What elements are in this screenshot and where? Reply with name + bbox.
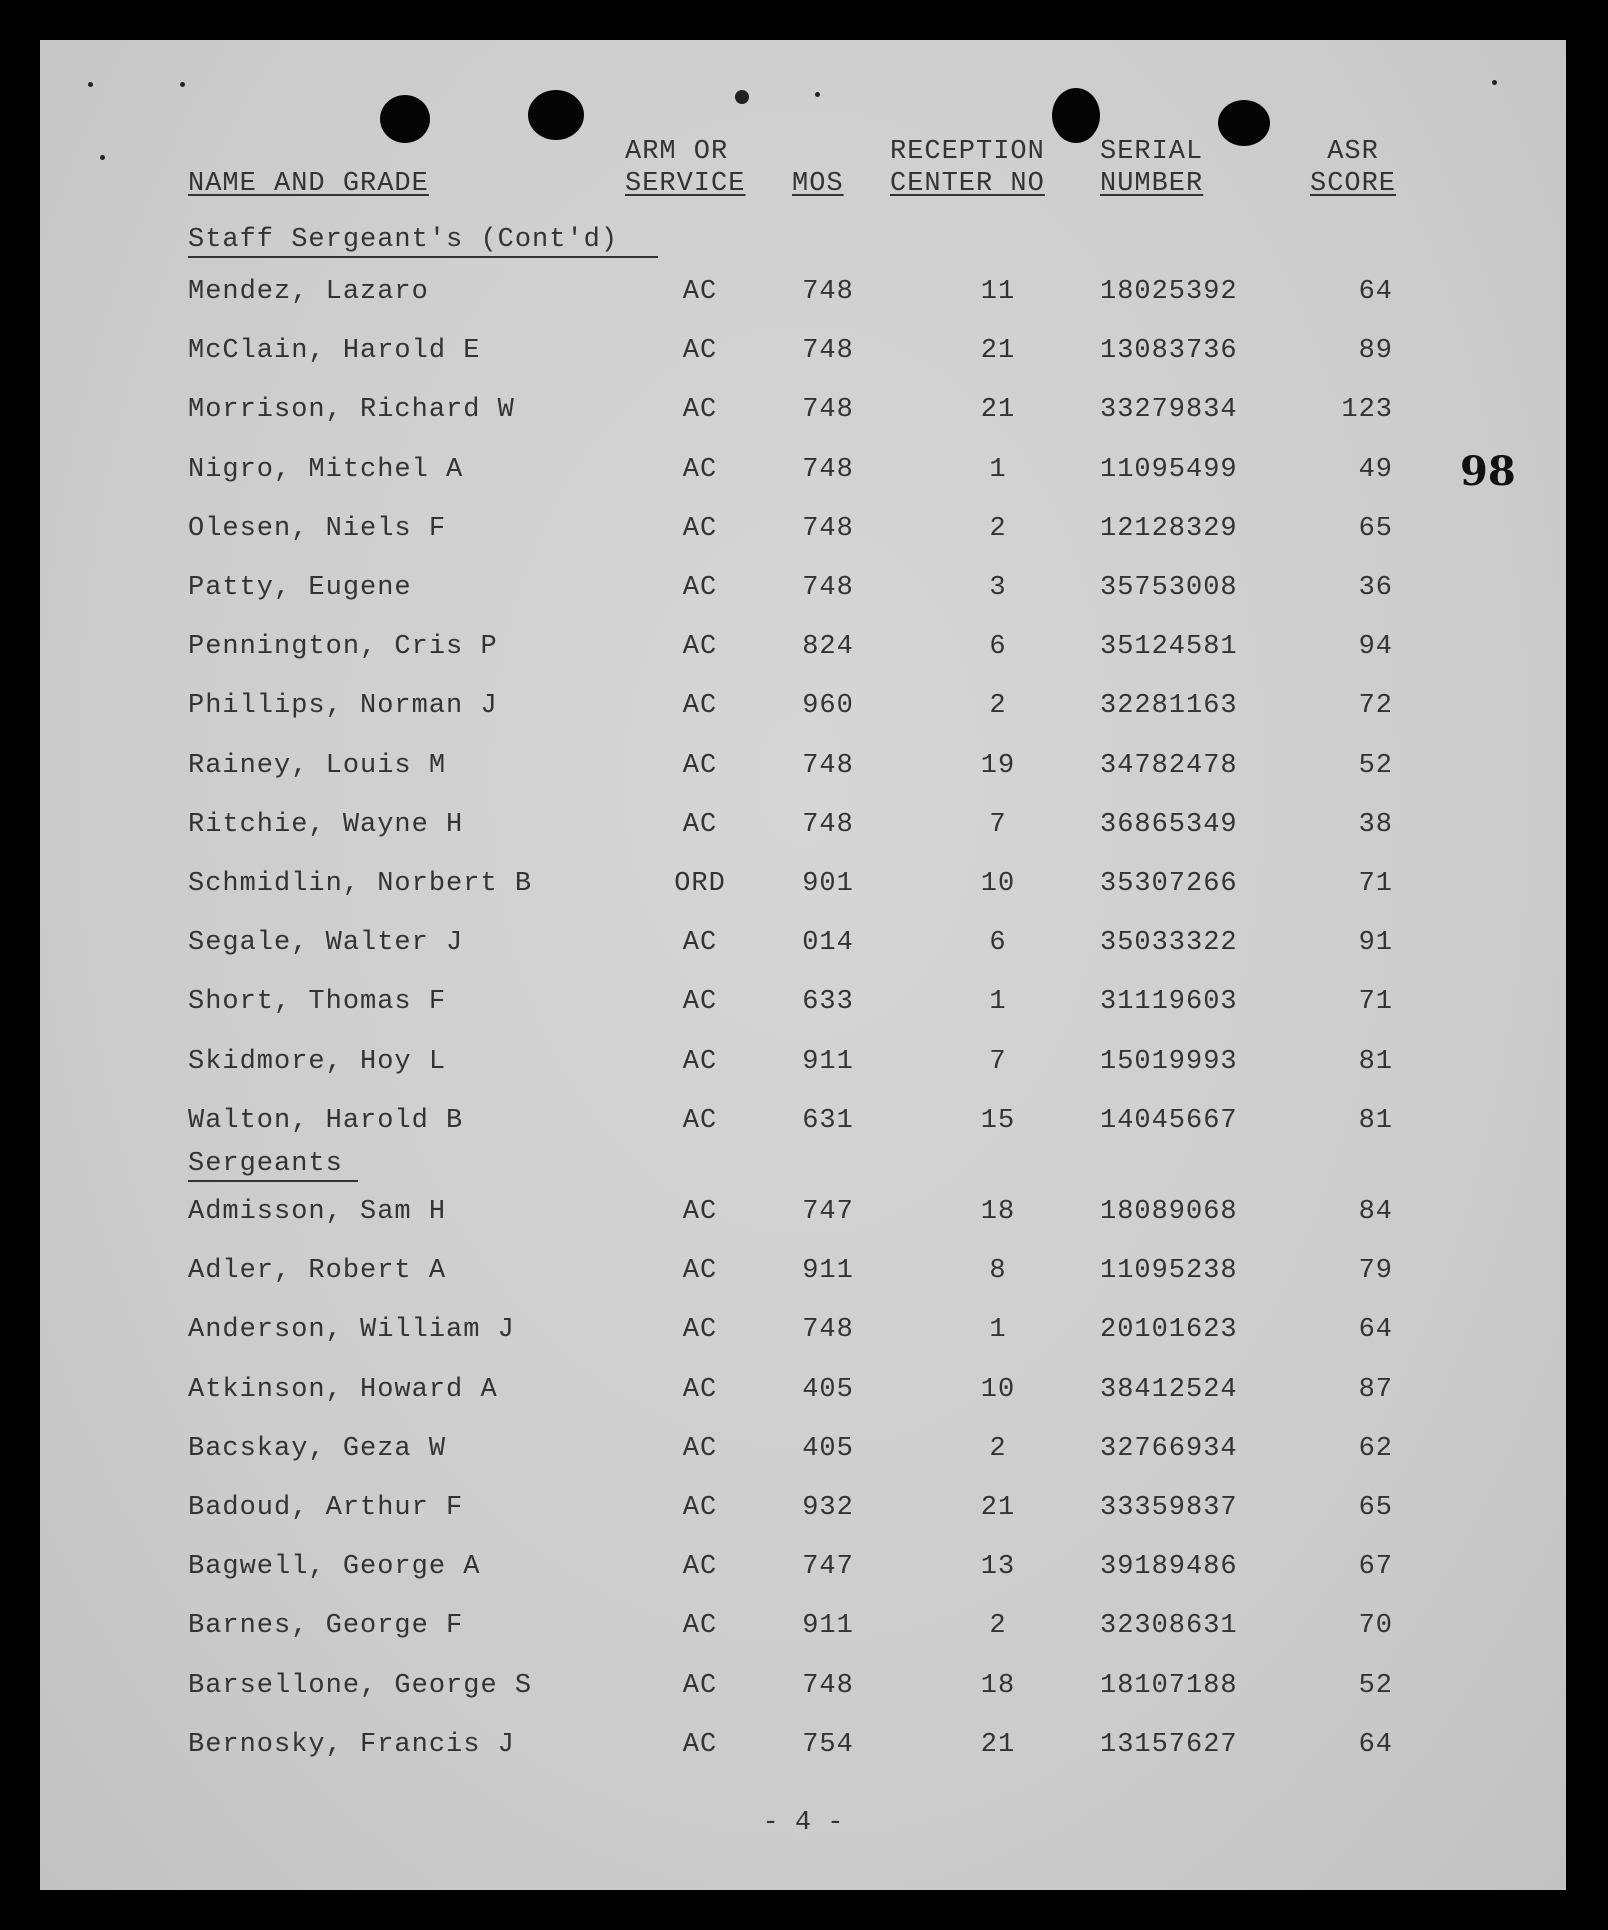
- mos-cell: 405: [802, 1374, 854, 1405]
- name-cell: Ritchie, Wayne H: [188, 809, 464, 840]
- ink-speck: [180, 82, 185, 87]
- ink-speck: [88, 82, 93, 87]
- mos-cell: 932: [802, 1493, 854, 1523]
- ink-speck: [735, 90, 749, 104]
- table-row: [40, 1429, 1566, 1469]
- table-row: [40, 450, 1566, 490]
- serial-number-cell: 35033322: [1100, 928, 1238, 959]
- reception-center-cell: 2: [989, 691, 1007, 722]
- name-cell: Admisson, Sam H: [188, 1197, 447, 1227]
- name-cell: Morrison, Richard W: [188, 395, 515, 426]
- asr-score-cell: 65: [1358, 1493, 1393, 1523]
- asr-score-cell: 81: [1358, 1105, 1393, 1136]
- mos-cell: 748: [802, 454, 854, 485]
- arm-service-cell: AC: [682, 809, 718, 840]
- arm-service-cell: AC: [682, 1611, 718, 1642]
- document-page: [40, 40, 1566, 1890]
- asr-score-cell: 64: [1358, 1315, 1393, 1346]
- arm-service-cell: AC: [682, 1670, 718, 1701]
- asr-score-cell: 87: [1358, 1374, 1393, 1405]
- serial-number-cell: 20101623: [1100, 1315, 1238, 1346]
- table-row: [40, 509, 1566, 549]
- reception-center-cell: 15: [980, 1105, 1016, 1136]
- arm-service-cell: AC: [682, 336, 718, 367]
- name-cell: Pennington, Cris P: [188, 632, 498, 663]
- serial-number-cell: 34782478: [1100, 750, 1238, 781]
- punch-hole-1: [380, 95, 430, 143]
- table-row: [40, 686, 1566, 726]
- reception-center-cell: 7: [989, 1046, 1007, 1077]
- arm-service-cell: AC: [682, 573, 718, 603]
- name-cell: Bacskay, Geza W: [188, 1433, 447, 1464]
- name-cell: Mendez, Lazaro: [188, 277, 429, 307]
- header-reception-center: RECEPTION CENTER NO: [890, 137, 1045, 199]
- arm-service-cell: AC: [682, 1105, 718, 1136]
- serial-number-cell: 18107188: [1100, 1670, 1238, 1701]
- reception-center-cell: 2: [989, 1433, 1007, 1464]
- reception-center-cell: 21: [980, 395, 1016, 426]
- arm-service-cell: AC: [682, 1552, 718, 1583]
- table-row: [40, 864, 1566, 904]
- serial-number-cell: 35753008: [1100, 573, 1238, 603]
- mos-cell: 748: [802, 1315, 854, 1346]
- arm-service-cell: AC: [682, 1729, 718, 1760]
- reception-center-cell: 21: [980, 1493, 1016, 1523]
- table-row: [40, 1547, 1566, 1587]
- mos-cell: 747: [802, 1552, 854, 1583]
- serial-number-cell: 35124581: [1100, 632, 1238, 663]
- reception-center-cell: 3: [989, 573, 1007, 603]
- serial-number-cell: 39189486: [1100, 1552, 1238, 1583]
- section-title-sergeants: Sergeants: [188, 1148, 358, 1182]
- asr-score-cell: 71: [1358, 869, 1393, 899]
- name-cell: Short, Thomas F: [188, 987, 447, 1018]
- name-cell: McClain, Harold E: [188, 336, 481, 367]
- name-cell: Bagwell, George A: [188, 1552, 481, 1583]
- table-row: [40, 390, 1566, 430]
- serial-number-cell: 32308631: [1100, 1611, 1238, 1642]
- arm-service-cell: AC: [682, 513, 718, 544]
- reception-center-cell: 10: [980, 1374, 1016, 1405]
- asr-score-cell: 81: [1358, 1046, 1393, 1077]
- margin-page-stamp: 98: [1460, 448, 1516, 495]
- reception-center-cell: 7: [989, 809, 1007, 840]
- table-row: [40, 1192, 1566, 1232]
- mos-cell: 901: [802, 869, 854, 899]
- arm-service-cell: AC: [682, 1374, 718, 1405]
- section-title-staff-sergeants: Staff Sergeant's (Cont'd): [188, 224, 658, 258]
- serial-number-cell: 11095238: [1100, 1256, 1238, 1287]
- reception-center-cell: 1: [989, 454, 1007, 485]
- asr-score-cell: 71: [1358, 987, 1393, 1018]
- header-asr-score: ASR SCORE: [1310, 137, 1397, 199]
- table-row: [40, 1488, 1566, 1528]
- asr-score-cell: 94: [1358, 632, 1393, 663]
- mos-cell: 633: [802, 987, 854, 1018]
- table-row: [40, 568, 1566, 608]
- asr-score-cell: 84: [1358, 1197, 1393, 1227]
- asr-score-cell: 52: [1358, 750, 1393, 781]
- name-cell: Walton, Harold B: [188, 1105, 464, 1136]
- table-row: [40, 1042, 1566, 1082]
- arm-service-cell: AC: [682, 1433, 718, 1464]
- table-row: [40, 923, 1566, 963]
- serial-number-cell: 14045667: [1100, 1105, 1238, 1136]
- reception-center-cell: 10: [980, 869, 1016, 899]
- name-cell: Bernosky, Francis J: [188, 1729, 515, 1760]
- serial-number-cell: 32766934: [1100, 1433, 1238, 1464]
- ink-speck: [1492, 80, 1497, 85]
- name-cell: Olesen, Niels F: [188, 513, 447, 544]
- asr-score-cell: 79: [1358, 1256, 1393, 1287]
- name-cell: Adler, Robert A: [188, 1256, 447, 1287]
- name-cell: Nigro, Mitchel A: [188, 454, 464, 485]
- mos-cell: 748: [802, 1670, 854, 1701]
- serial-number-cell: 13083736: [1100, 336, 1238, 367]
- name-cell: Patty, Eugene: [188, 573, 412, 603]
- table-row: [40, 746, 1566, 786]
- mos-cell: 754: [802, 1729, 854, 1760]
- reception-center-cell: 6: [989, 928, 1007, 959]
- header-mos: MOS: [792, 169, 844, 199]
- mos-cell: 911: [802, 1046, 854, 1077]
- reception-center-cell: 11: [980, 277, 1016, 307]
- arm-service-cell: AC: [682, 987, 718, 1018]
- serial-number-cell: 33359837: [1100, 1493, 1238, 1523]
- serial-number-cell: 32281163: [1100, 691, 1238, 722]
- ink-speck: [100, 155, 105, 160]
- arm-service-cell: AC: [682, 1493, 718, 1523]
- table-row: [40, 1666, 1566, 1706]
- asr-score-cell: 49: [1358, 454, 1393, 485]
- punch-hole-2: [528, 90, 584, 140]
- arm-service-cell: AC: [682, 632, 718, 663]
- mos-cell: 824: [802, 632, 854, 663]
- mos-cell: 748: [802, 277, 854, 307]
- asr-score-cell: 64: [1358, 277, 1393, 307]
- name-cell: Segale, Walter J: [188, 928, 464, 959]
- mos-cell: 748: [802, 573, 854, 603]
- name-cell: Phillips, Norman J: [188, 691, 498, 722]
- reception-center-cell: 18: [980, 1670, 1016, 1701]
- table-row: [40, 1370, 1566, 1410]
- mos-cell: 747: [802, 1197, 854, 1227]
- mos-cell: 748: [802, 336, 854, 367]
- name-cell: Badoud, Arthur F: [188, 1493, 464, 1523]
- serial-number-cell: 35307266: [1100, 869, 1238, 899]
- mos-cell: 014: [802, 928, 854, 959]
- name-cell: Rainey, Louis M: [188, 750, 447, 781]
- reception-center-cell: 8: [989, 1256, 1007, 1287]
- header-serial-number: SERIAL NUMBER: [1100, 137, 1204, 199]
- name-cell: Barsellone, George S: [188, 1670, 533, 1701]
- arm-service-cell: AC: [682, 750, 718, 781]
- mos-cell: 960: [802, 691, 854, 722]
- table-row: [40, 1310, 1566, 1350]
- table-row: [40, 1606, 1566, 1646]
- serial-number-cell: 31119603: [1100, 987, 1238, 1018]
- asr-score-cell: 65: [1358, 513, 1393, 544]
- arm-service-cell: AC: [682, 1197, 718, 1227]
- reception-center-cell: 21: [980, 1729, 1016, 1760]
- reception-center-cell: 18: [980, 1197, 1016, 1227]
- arm-service-cell: AC: [682, 691, 718, 722]
- table-row: [40, 982, 1566, 1022]
- serial-number-cell: 38412524: [1100, 1374, 1238, 1405]
- mos-cell: 911: [802, 1611, 854, 1642]
- reception-center-cell: 19: [980, 750, 1016, 781]
- table-row: [40, 272, 1566, 312]
- name-cell: Anderson, William J: [188, 1315, 515, 1346]
- serial-number-cell: 18089068: [1100, 1197, 1238, 1227]
- header-name: NAME AND GRADE: [188, 169, 429, 199]
- ink-speck: [815, 92, 820, 97]
- reception-center-cell: 2: [989, 513, 1007, 544]
- mos-cell: 405: [802, 1433, 854, 1464]
- punch-hole-3: [1052, 88, 1100, 143]
- reception-center-cell: 2: [989, 1611, 1007, 1642]
- arm-service-cell: ORD: [674, 869, 726, 899]
- reception-center-cell: 1: [989, 1315, 1007, 1346]
- serial-number-cell: 12128329: [1100, 513, 1238, 544]
- table-row: [40, 1101, 1566, 1141]
- reception-center-cell: 13: [980, 1552, 1016, 1583]
- asr-score-cell: 89: [1358, 336, 1393, 367]
- asr-score-cell: 123: [1341, 395, 1393, 426]
- table-row: [40, 1725, 1566, 1765]
- table-row: [40, 331, 1566, 371]
- asr-score-cell: 64: [1358, 1729, 1393, 1760]
- serial-number-cell: 33279834: [1100, 395, 1238, 426]
- asr-score-cell: 72: [1358, 691, 1393, 722]
- reception-center-cell: 21: [980, 336, 1016, 367]
- asr-score-cell: 36: [1358, 573, 1393, 603]
- table-row: [40, 1251, 1566, 1291]
- asr-score-cell: 70: [1358, 1611, 1393, 1642]
- reception-center-cell: 6: [989, 632, 1007, 663]
- arm-service-cell: AC: [682, 1256, 718, 1287]
- serial-number-cell: 18025392: [1100, 277, 1238, 307]
- arm-service-cell: AC: [682, 1046, 718, 1077]
- mos-cell: 911: [802, 1256, 854, 1287]
- name-cell: Atkinson, Howard A: [188, 1374, 498, 1405]
- serial-number-cell: 15019993: [1100, 1046, 1238, 1077]
- reception-center-cell: 1: [989, 987, 1007, 1018]
- asr-score-cell: 38: [1358, 809, 1393, 840]
- mos-cell: 748: [802, 809, 854, 840]
- arm-service-cell: AC: [682, 1315, 718, 1346]
- header-arm-or-service: ARM OR SERVICE: [625, 137, 746, 199]
- page-number: - 4 -: [762, 1808, 844, 1838]
- asr-score-cell: 62: [1358, 1433, 1393, 1464]
- mos-cell: 631: [802, 1105, 854, 1136]
- mos-cell: 748: [802, 750, 854, 781]
- arm-service-cell: AC: [682, 928, 718, 959]
- serial-number-cell: 13157627: [1100, 1729, 1238, 1760]
- name-cell: Barnes, George F: [188, 1611, 464, 1642]
- name-cell: Skidmore, Hoy L: [188, 1046, 447, 1077]
- asr-score-cell: 91: [1358, 928, 1393, 959]
- serial-number-cell: 36865349: [1100, 809, 1238, 840]
- serial-number-cell: 11095499: [1100, 454, 1238, 485]
- arm-service-cell: AC: [682, 454, 718, 485]
- name-cell: Schmidlin, Norbert B: [188, 869, 533, 899]
- arm-service-cell: AC: [682, 395, 718, 426]
- table-row: [40, 805, 1566, 845]
- arm-service-cell: AC: [682, 277, 718, 307]
- table-row: [40, 627, 1566, 667]
- asr-score-cell: 67: [1358, 1552, 1393, 1583]
- mos-cell: 748: [802, 395, 854, 426]
- mos-cell: 748: [802, 513, 854, 544]
- asr-score-cell: 52: [1358, 1670, 1393, 1701]
- punch-hole-4: [1218, 100, 1270, 146]
